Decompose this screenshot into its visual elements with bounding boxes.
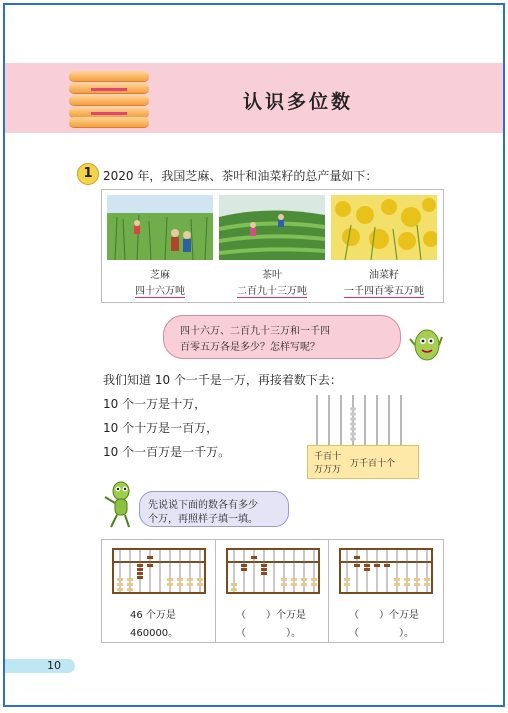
abacus-icon xyxy=(339,548,433,594)
item-amount-sesame: 四十六万吨 xyxy=(135,286,185,297)
abacus-icon xyxy=(112,548,206,594)
item-amount-rapeseed: 一千四百零五万吨 xyxy=(344,286,424,297)
explain-line-1: 10 个一万是十万， xyxy=(103,397,207,411)
problem-intro: 2020 年，我国芝麻、茶叶和油菜籽的总产量如下： xyxy=(103,169,378,183)
grasshopper-character-icon xyxy=(101,479,137,529)
abacus-icon xyxy=(226,548,320,594)
item-name-tea: 茶叶 xyxy=(262,270,282,281)
question-bubble: 四十六万、二百九十三万和一千四 百零五万各是多少？怎样写呢？ xyxy=(163,315,401,359)
exercise-grid xyxy=(101,539,444,643)
explain-line-3: 10 个一百万是一千万。 xyxy=(103,445,231,459)
section-icon xyxy=(69,71,149,127)
item-name-sesame: 芝麻 xyxy=(150,270,170,281)
rapeseed-field-photo xyxy=(331,195,437,260)
sesame-field-photo xyxy=(107,195,213,260)
counting-abacus-rods xyxy=(307,395,417,445)
place-value-labels: 千百十 万万万 万千百十个 xyxy=(307,445,419,479)
pea-character-icon xyxy=(409,325,443,365)
page-title: 认识多位数 xyxy=(243,91,354,113)
textbook-page xyxy=(3,3,505,707)
production-photos xyxy=(101,189,444,303)
item-name-rapeseed: 油菜籽 xyxy=(369,270,399,281)
exercise-cell: 46 个万是 460000。 xyxy=(102,540,215,642)
prompt-bubble: 先说说下面的数各有多少 个万，再照样子填一填。 xyxy=(139,491,289,527)
page-number: 10 xyxy=(47,659,61,672)
tea-field-photo xyxy=(219,195,325,260)
item-amount-tea: 二百九十三万吨 xyxy=(237,286,307,297)
page-number-tab xyxy=(5,659,75,673)
exercise-cell: （ ）个万是 （ ）。 xyxy=(328,540,442,642)
problem-number-badge: 1 xyxy=(77,163,99,185)
explain-intro: 我们知道 10 个一千是一万，再接着数下去： xyxy=(103,373,342,387)
explain-line-2: 10 个十万是一百万， xyxy=(103,421,219,435)
exercise-cell: （ ）个万是 （ ）。 xyxy=(215,540,329,642)
